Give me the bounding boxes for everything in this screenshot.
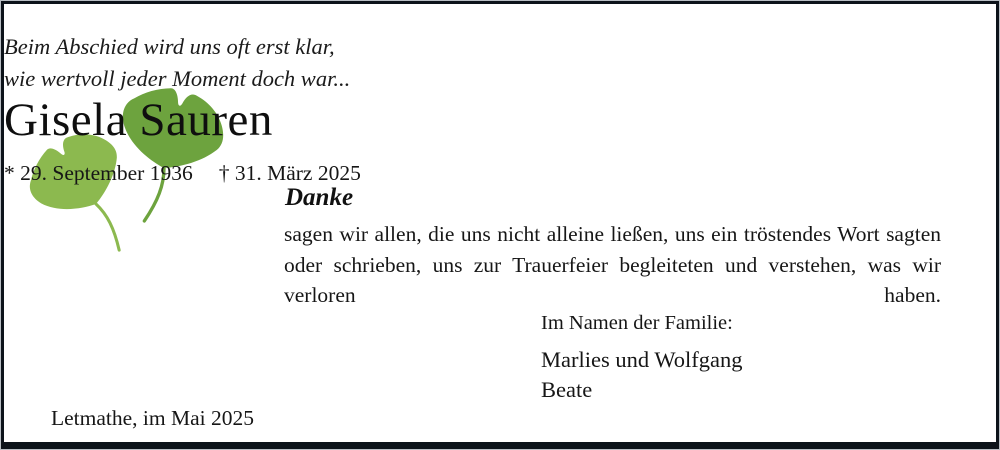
thanks-body-text: sagen wir allen, die uns nicht alleine ließen, uns ein tröstendes Wort sagten oder schrieben, uns zur Trauerfeier begleiteten und verstehen, was wir verloren haben. — [284, 222, 941, 307]
quote-line-1: Beim Abschied wird uns oft erst klar, — [4, 34, 335, 59]
place-and-date: Letmathe, im Mai 2025 — [51, 406, 255, 430]
death-date: † 31. März 2025 — [218, 161, 361, 185]
opening-quote — [4, 31, 660, 95]
thanks-headline: Danke — [285, 184, 354, 211]
family-intro: Im Namen der Familie: — [541, 312, 733, 334]
birth-date: * 29. September 1936 — [4, 161, 193, 185]
quote-line-2: wie wertvoll jeder Moment doch war... — [4, 66, 351, 91]
notice-frame — [1, 1, 999, 449]
life-dates — [4, 159, 660, 187]
family-names-line-2: Beate — [541, 377, 593, 402]
family-signature — [541, 310, 743, 405]
family-names-line-1: Marlies und Wolfgang — [541, 347, 743, 372]
deceased-name: Gisela Sauren — [4, 94, 273, 146]
